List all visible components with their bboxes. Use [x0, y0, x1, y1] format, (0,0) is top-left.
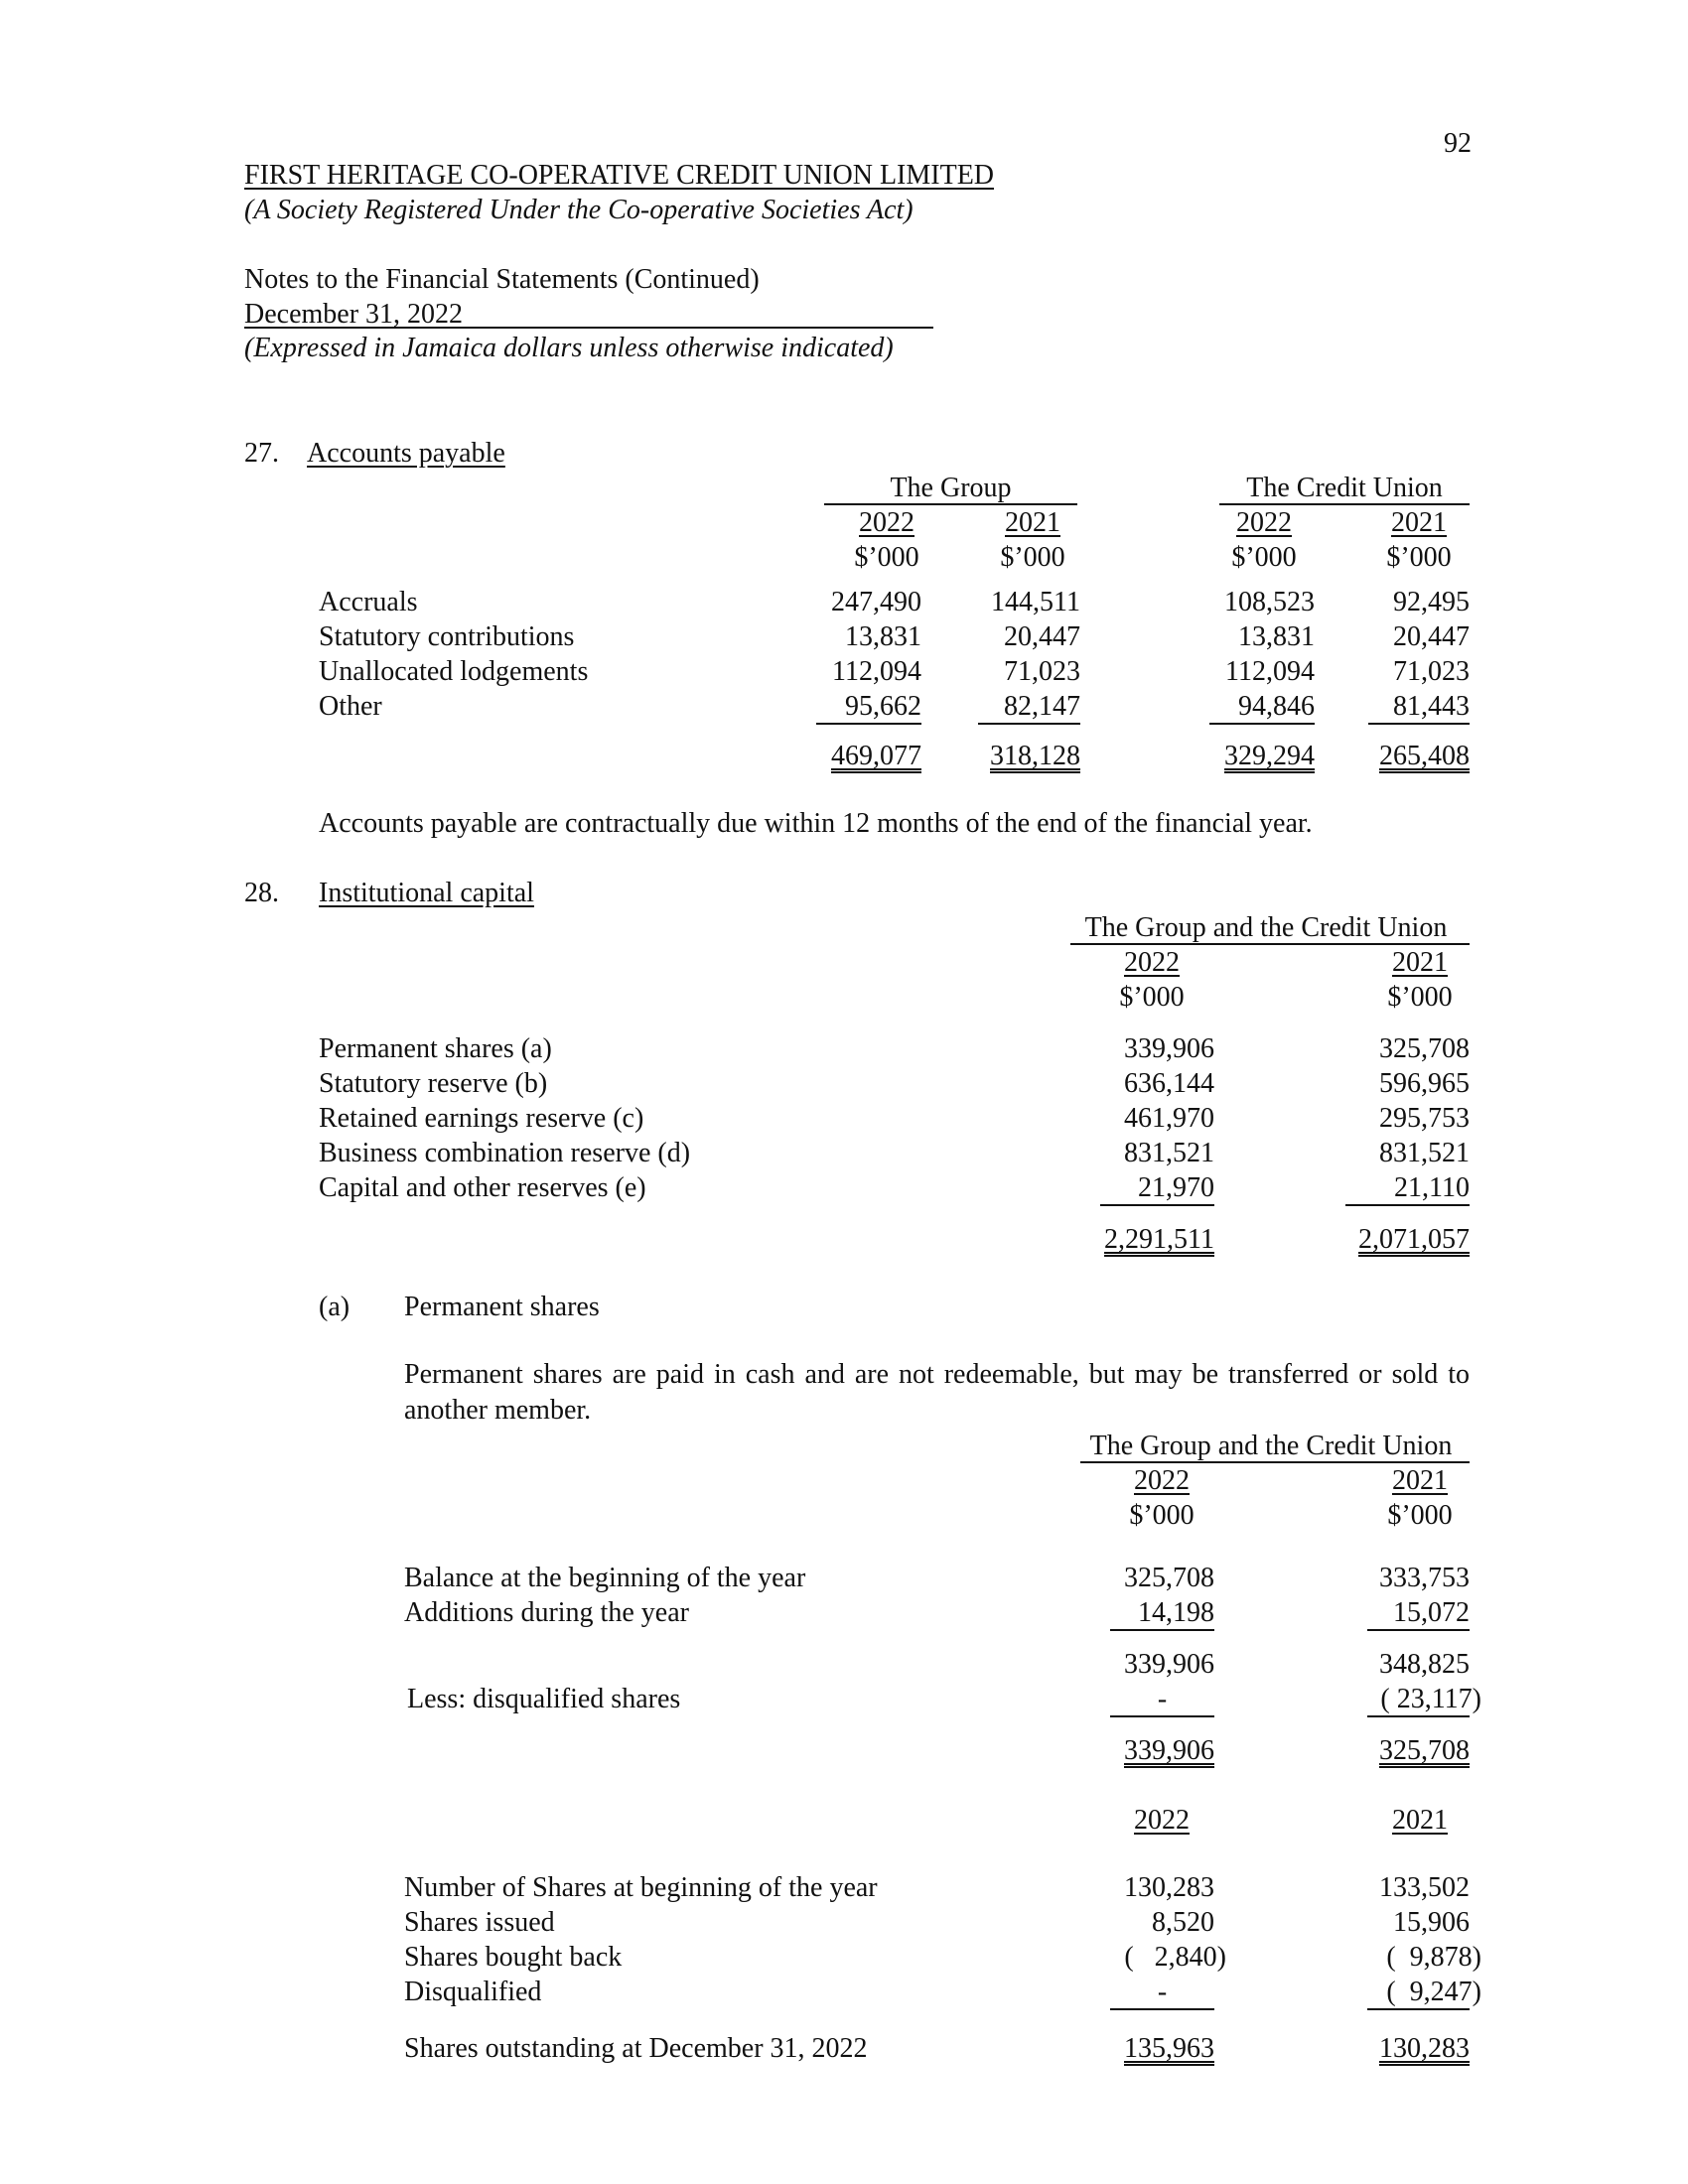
subtotal-rule	[1110, 2008, 1214, 2010]
cell: 21,110	[1394, 1172, 1470, 1203]
note28a-unit: $’000	[1387, 1500, 1453, 1531]
company-name: FIRST HERITAGE CO-OPERATIVE CREDIT UNION LIMITED	[244, 160, 995, 191]
outstanding-2022: 135,963	[1124, 2033, 1214, 2064]
row-label: Business combination reserve (d)	[319, 1138, 691, 1168]
shares-year: 2022	[1134, 1805, 1190, 1836]
note28a-col-header: The Group and the Credit Union	[1089, 1431, 1453, 1461]
row-label: Capital and other reserves (e)	[319, 1172, 646, 1203]
subtotal-rule	[1367, 2008, 1470, 2010]
cell: 596,965	[1379, 1068, 1470, 1099]
note27-year: 2022	[1236, 507, 1292, 538]
row-label: Accruals	[319, 587, 418, 617]
subtotal-2021: 348,825	[1379, 1649, 1470, 1680]
cell: 133,502	[1379, 1872, 1470, 1903]
note27-unit: $’000	[1000, 542, 1065, 573]
statement-date: December 31, 2022	[244, 299, 464, 330]
additions-label: Additions during the year	[404, 1597, 689, 1628]
cell: 8,520	[1152, 1907, 1214, 1938]
note28a-unit: $’000	[1129, 1500, 1195, 1531]
page-number: 92	[1444, 128, 1472, 159]
cell: 21,970	[1138, 1172, 1214, 1203]
note27-year: 2022	[859, 507, 914, 538]
row-label: Permanent shares (a)	[319, 1033, 552, 1064]
date-underline	[244, 327, 933, 329]
permanent-total-2022: 339,906	[1124, 1735, 1214, 1766]
cell: 144,511	[991, 587, 1080, 617]
cell: 130,283	[1124, 1872, 1214, 1903]
note28-number: 28.	[244, 878, 279, 908]
cell: ( 9,247)	[1386, 1977, 1481, 2007]
cell: 112,094	[832, 656, 921, 687]
additions-2021: 15,072	[1393, 1597, 1470, 1628]
group-header-underline	[824, 503, 1077, 505]
row-label: Shares issued	[404, 1907, 555, 1938]
outstanding-label: Shares outstanding at December 31, 2022	[404, 2033, 868, 2064]
note27-unit: $’000	[1231, 542, 1297, 573]
cell: 461,970	[1124, 1103, 1214, 1134]
subtotal-rule	[1367, 1715, 1470, 1717]
note28-year: 2021	[1392, 947, 1448, 978]
note28a-title: Permanent shares	[404, 1292, 600, 1322]
cell: ( 2,840)	[1124, 1942, 1226, 1973]
shares-year: 2021	[1392, 1805, 1448, 1836]
cell: 831,521	[1124, 1138, 1214, 1168]
company-subtitle: (A Society Registered Under the Co-operative Societies Act)	[244, 195, 914, 225]
cell: 13,831	[1238, 621, 1315, 652]
subtotal-rule	[1110, 1629, 1214, 1631]
note28a-col-underline	[1080, 1461, 1470, 1463]
note28a-paragraph: Permanent shares are paid in cash and are not redeemable, but may be transferred or sold to another member.	[404, 1359, 1470, 1426]
note27-year: 2021	[1391, 507, 1447, 538]
subtotal-rule	[1100, 1204, 1214, 1206]
cell: 636,144	[1124, 1068, 1214, 1099]
note27-number: 27.	[244, 438, 279, 469]
cell: 13,831	[845, 621, 921, 652]
cell: -	[1157, 1977, 1168, 2007]
note27-year: 2021	[1005, 507, 1060, 538]
cell: 94,846	[1238, 691, 1315, 722]
note27-unit: $’000	[1386, 542, 1452, 573]
note27-unit: $’000	[854, 542, 919, 573]
cell: 20,447	[1393, 621, 1470, 652]
note28a-year: 2022	[1134, 1465, 1190, 1496]
note27-total: 318,128	[990, 741, 1080, 771]
note27-total: 469,077	[831, 741, 921, 771]
subtotal-rule	[978, 723, 1080, 725]
subtotal-2022: 339,906	[1124, 1649, 1214, 1680]
cell: 92,495	[1393, 587, 1470, 617]
note28-total: 2,071,057	[1358, 1224, 1470, 1255]
row-label: Statutory reserve (b)	[319, 1068, 548, 1099]
cell: 108,523	[1224, 587, 1315, 617]
cell: ( 9,878)	[1386, 1942, 1481, 1973]
row-label: Shares bought back	[404, 1942, 623, 1973]
cell: 20,447	[1004, 621, 1080, 652]
cell: 81,443	[1393, 691, 1470, 722]
cell: 15,906	[1393, 1907, 1470, 1938]
less-2022: -	[1157, 1684, 1168, 1714]
note28-col-header: The Group and the Credit Union	[1084, 912, 1448, 943]
cell: 247,490	[831, 587, 921, 617]
note27-total: 329,294	[1224, 741, 1315, 771]
note27-total: 265,408	[1379, 741, 1470, 771]
note28a-year: 2021	[1392, 1465, 1448, 1496]
cell: 71,023	[1393, 656, 1470, 687]
row-label: Other	[319, 691, 382, 722]
cell: 82,147	[1004, 691, 1080, 722]
note28-unit: $’000	[1119, 982, 1185, 1013]
subtotal-rule	[816, 723, 921, 725]
row-label: Statutory contributions	[319, 621, 575, 652]
cell: 339,906	[1124, 1033, 1214, 1064]
note27-footnote: Accounts payable are contractually due within 12 months of the end of the financial year.	[319, 808, 1313, 839]
cell: 71,023	[1004, 656, 1080, 687]
notes-title: Notes to the Financial Statements (Continued)	[244, 264, 760, 295]
cell: 325,708	[1379, 1033, 1470, 1064]
permanent-total-2021: 325,708	[1379, 1735, 1470, 1766]
row-label: Disqualified	[404, 1977, 542, 2007]
note28-total: 2,291,511	[1104, 1224, 1214, 1255]
note28-title: Institutional capital	[319, 878, 534, 908]
row-label: Unallocated lodgements	[319, 656, 589, 687]
note27-cu-header: The Credit Union	[1246, 473, 1443, 503]
subtotal-rule	[1367, 1629, 1470, 1631]
balance-label: Balance at the beginning of the year	[404, 1563, 806, 1593]
note27-title: Accounts payable	[307, 438, 505, 469]
note27-group-header: The Group	[890, 473, 1012, 503]
outstanding-2021: 130,283	[1379, 2033, 1470, 2064]
additions-2022: 14,198	[1138, 1597, 1214, 1628]
balance-2021: 333,753	[1379, 1563, 1470, 1593]
subtotal-rule	[1110, 1715, 1214, 1717]
note28-unit: $’000	[1387, 982, 1453, 1013]
less-2021: ( 23,117)	[1380, 1684, 1481, 1714]
balance-2022: 325,708	[1124, 1563, 1214, 1593]
subtotal-rule	[1345, 1204, 1470, 1206]
row-label: Number of Shares at beginning of the year	[404, 1872, 878, 1903]
note28-year: 2022	[1124, 947, 1180, 978]
row-label: Retained earnings reserve (c)	[319, 1103, 644, 1134]
note28a-letter: (a)	[319, 1292, 351, 1322]
note28-col-underline	[1070, 943, 1470, 945]
cell: 95,662	[845, 691, 921, 722]
cell: 295,753	[1379, 1103, 1470, 1134]
cell: 112,094	[1225, 656, 1315, 687]
currency-note: (Expressed in Jamaica dollars unless otherwise indicated)	[244, 333, 894, 363]
less-label: Less: disqualified shares	[407, 1684, 681, 1714]
cell: 831,521	[1379, 1138, 1470, 1168]
cu-header-underline	[1219, 503, 1470, 505]
subtotal-rule	[1368, 723, 1470, 725]
subtotal-rule	[1209, 723, 1315, 725]
